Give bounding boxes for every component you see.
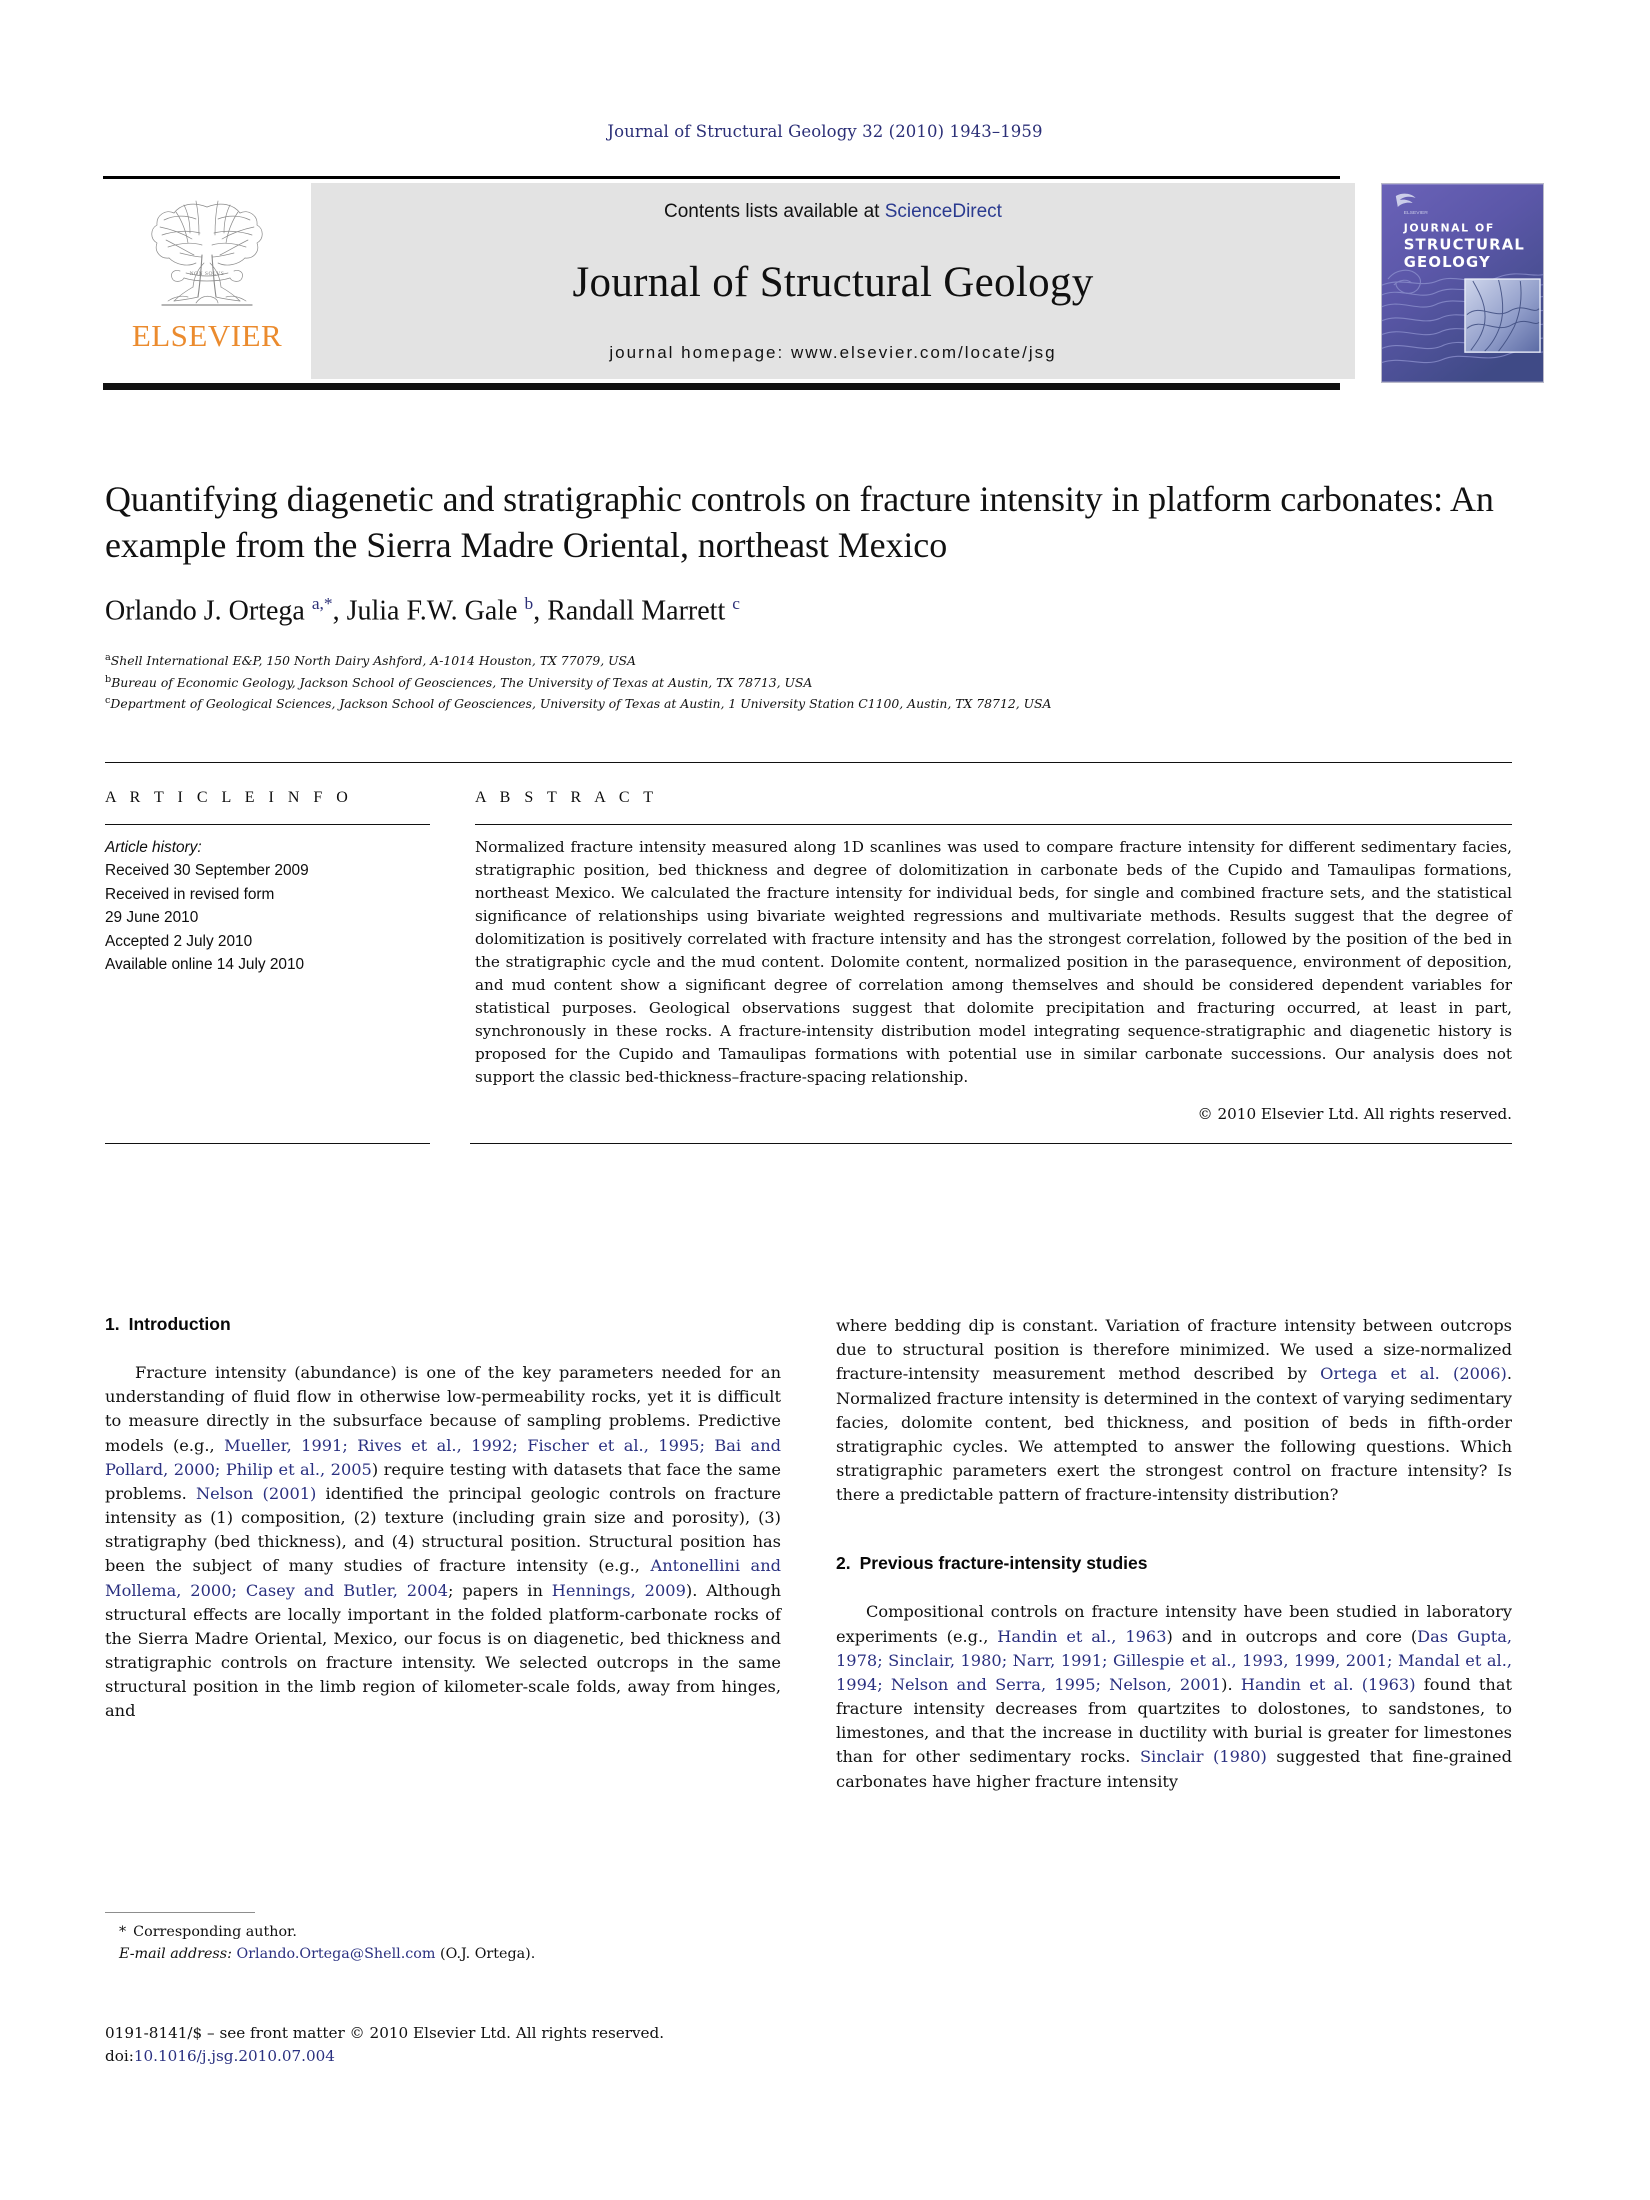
running-head: Journal of Structural Geology 32 (2010) 1943–1959 (607, 122, 1043, 141)
front-matter-line: 0191-8141/$ – see front matter © 2010 Elsevier Ltd. All rights reserved. (105, 2024, 665, 2042)
previous-studies-paragraph: Compositional controls on fracture intensity have been studied in laboratory experiments (e.g., Handin et al., 1963) and in outcrops and core (Das Gupta, 1978; Sinclair, 1980; Narr, 1991; Gillespie et al., 1993, 1999, 2001; Mandal et al., 1994; Nelson and Serra, 1995; Nelson, 2001). Handin et al. (1963) found that fracture intensity decreases from quartzites to dolostones, to sandstones, to limestones, and that the increase in ductility with burial is greater for limestones than for other sedimentary rocks. Sinclair (1980) suggested that fine-grained carbonates have higher fracture intensity (836, 1602, 1513, 1791)
cover-title-line1: JOURNAL OF (1403, 221, 1495, 235)
affiliation-a: $^a$Shell International E&P, 150 North Dairy Ashford, A-1014 Houston, TX 77079, USA (105, 652, 636, 669)
band-bottom-rule-right (470, 1143, 1512, 1144)
article-history-label: Article history: (105, 839, 202, 856)
email-note (105, 1944, 781, 1966)
abstract-text: Normalized fracture intensity measured along 1D scanlines was used to compare fracture intensity for different sedimentary facies, stratigraphic position, bed thickness and degree of dolomitization in carbonate beds of the Cupido and Tamaulipas formations, northeast Mexico. We calculated the fracture intensity for individual beds, for single and combined fracture sets, and the statistical significance of relationships using bivariate weighted regressions and multivariate methods. Results suggest that the degree of dolomitization is positively correlated with fracture intensity and has the strongest correlation, followed by the position of the bed in the stratigraphic cycle and the mud content. Dolomite content, normalized position in the parasequence, environment of deposition, and mud content show a significant degree of correlation among themselves and should be considered dependent variables for statistical purposes. Geological observations suggest that dolomite precipitation and fracturing occurred, at least in part, synchronously in these rocks. A fracture-intensity distribution model integrating sequence-stratigraphic and diagenetic history is proposed for the Cupido and Tamaulipas formations with potential use in similar carbonate successions. Our analysis does not support the classic bed-thickness–fracture-spacing relationship. (475, 838, 1512, 1087)
introduction-continued-paragraph: where bedding dip is constant. Variation of fracture intensity between outcrops due to structural position is therefore minimized. We used a size-normalized fracture-intensity measurement method described by Ortega et al. (2006). Normalized fracture intensity is determined in the context of varying sedimentary facies, dolomite content, bed thickness, and position of beds in fifth-order stratigraphic cycles. We attempted to answer the following questions. Which stratigraphic parameters exert the strongest control on fracture intensity? Is there a predictable pattern of fracture-intensity distribution? (836, 1316, 1512, 1505)
band-bottom-rule-left (105, 1143, 430, 1144)
body-columns (105, 1314, 1512, 1794)
article-history (105, 836, 430, 976)
section-title: Introduction (128, 1314, 231, 1334)
page-title: Quantifying diagenetic and stratigraphic controls on fracture intensity in platform carbonates: An example from the Sierra Madre Oriental, northeast Mexico (105, 479, 1494, 565)
footnote-block (105, 1912, 781, 1965)
journal-homepage-link[interactable]: journal homepage: www.elsevier.com/locate/jsg (609, 342, 1057, 362)
introduction-paragraph: Fracture intensity (abundance) is one of the key parameters needed for an understanding of fluid flow in otherwise low-permeability rocks, yet it is difficult to measure directly in the subsurface because of sampling problems. Predictive models (e.g., Mueller, 1991; Rives et al., 1992; Fischer et al., 1995; Bai and Pollard, 2000; Philip et al., 2005) require testing with datasets that face the same problems. Nelson (2001) identified the principal geologic controls on fracture intensity as (1) composition, (2) texture (including grain size and porosity), (3) stratigraphy (bed thickness), and (4) structural position. Structural position has been the subject of many studies of fracture intensity (e.g., Antonellini and Mollema, 2000; Casey and Butler, 2004; papers in Hennings, 2009). Although structural effects are locally important in the folded platform-carbonate rocks of the Sierra Madre Oriental, Mexico, our focus is on diagenetic, bed thickness and stratigraphic controls on fracture intensity. We selected outcrops in the same structural position in the limb region of kilometer-scale folds, away from hinges, and (105, 1363, 782, 1721)
abstract-underline (475, 824, 1512, 825)
email-link[interactable]: Orlando.Ortega@Shell.com (236, 1945, 436, 1962)
history-item: Accepted 2 July 2010 (105, 932, 253, 950)
masthead-panel (311, 183, 1355, 379)
journal-cover-image (1381, 183, 1544, 383)
journal-cover-block (1381, 183, 1547, 379)
svg-text:ELSEVIER: ELSEVIER (1403, 210, 1428, 216)
body-column-left (105, 1314, 781, 1794)
cover-title-line2: STRUCTURAL (1403, 236, 1525, 254)
affiliation-list (105, 650, 1510, 714)
title-block (105, 477, 1510, 714)
elsevier-logo-block (103, 183, 311, 379)
contents-prefix: Contents lists available at (664, 201, 885, 222)
section-number: 1. (105, 1314, 120, 1334)
body-column-right (836, 1314, 1512, 1794)
author-list: Orlando J. Ortega $^{a,*}$, Julia F.W. Gale $^b$, Randall Marrett $^c$ (105, 594, 740, 627)
doi-link[interactable]: 10.1016/j.jsg.2010.07.004 (133, 2047, 335, 2066)
imprint-block (105, 2022, 805, 2068)
article-info-underline (105, 824, 430, 825)
cover-title-line3: GEOLOGY (1403, 254, 1491, 272)
abstract-column (475, 789, 1512, 1123)
section-heading-previous-studies (836, 1553, 1512, 1574)
elsevier-wordmark: ELSEVIER (131, 318, 283, 353)
corresponding-author-text: Corresponding author. (133, 1924, 297, 1940)
history-item: Available online 14 July 2010 (105, 956, 305, 974)
svg-text:NON SOLVS: NON SOLVS (189, 271, 225, 277)
doi-line (105, 2045, 805, 2068)
section-title: Previous fracture-intensity studies (859, 1553, 1148, 1574)
section-number: 2. (836, 1553, 851, 1574)
affiliation-c: $^c$Department of Geological Sciences, Jackson School of Geosciences, University of Texas at Austin, 1 University Station C1100, Austin, TX 78712, USA (105, 694, 1052, 711)
journal-title: Journal of Structural Geology (572, 259, 1094, 307)
article-info-column (105, 789, 475, 1123)
info-abstract-band (105, 762, 1512, 1144)
footnote-rule (105, 1912, 255, 1913)
abstract-heading: A B S T R A C T (475, 789, 659, 806)
masthead-bottom-rule (103, 383, 1340, 390)
doi-label: doi: (105, 2047, 134, 2066)
email-owner: (O.J. Ortega). (440, 1945, 536, 1962)
masthead-top-rule (103, 176, 1340, 179)
affiliation-b: $^b$Bureau of Economic Geology, Jackson School of Geosciences, The University of Texas at Austin, TX 78713, USA (105, 673, 813, 690)
journal-masthead (103, 176, 1547, 390)
article-info-heading: A R T I C L E I N F O (105, 789, 353, 806)
history-item: Received in revised form (105, 885, 275, 903)
section-heading-introduction (105, 1314, 781, 1335)
band-top-rule (105, 762, 1512, 763)
abstract-copyright: © 2010 Elsevier Ltd. All rights reserved. (1197, 1104, 1512, 1123)
history-item: 29 June 2010 (105, 909, 199, 927)
email-label: E-mail address: (119, 1945, 232, 1962)
history-item: Received 30 September 2009 (105, 862, 309, 880)
elsevier-tree-icon (144, 185, 270, 319)
asterisk-icon: * (119, 1924, 127, 1940)
contents-available-line (664, 201, 1002, 223)
sciencedirect-link[interactable]: ScienceDirect (884, 201, 1002, 222)
corresponding-author-note (105, 1922, 781, 1944)
